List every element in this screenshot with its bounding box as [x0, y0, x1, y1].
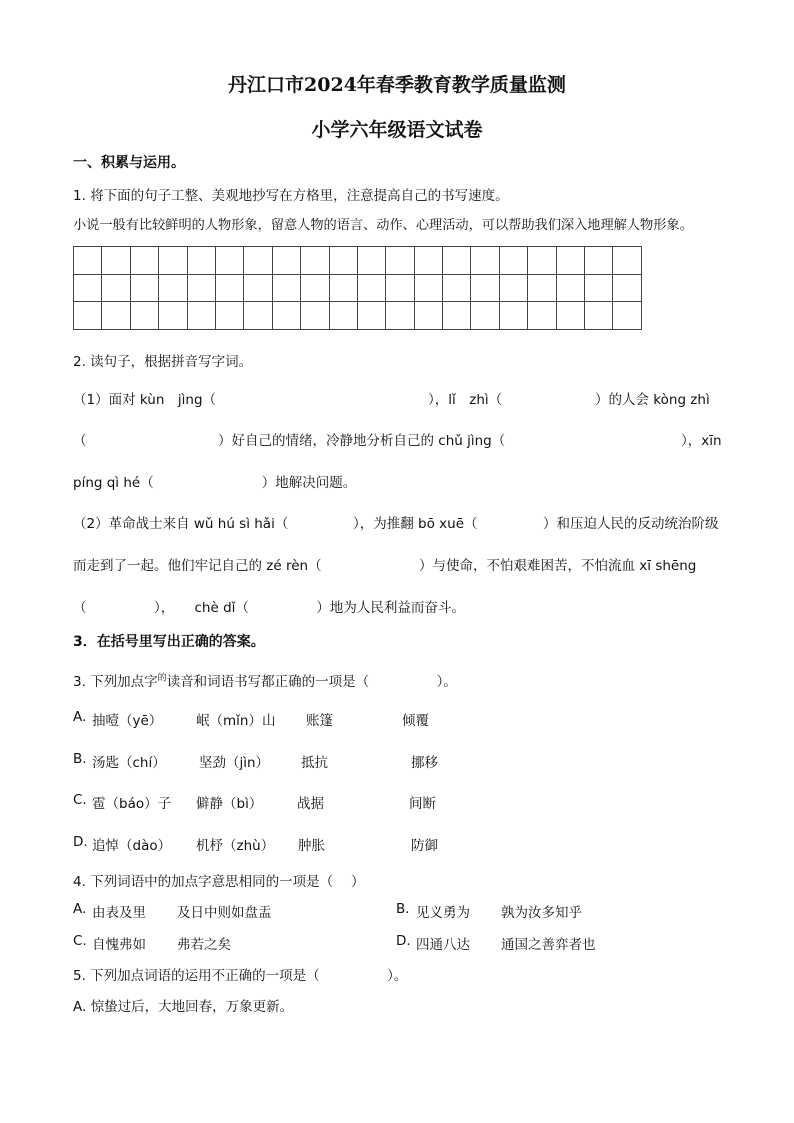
q3-prompt-start: 3. 下列加点字: [73, 674, 158, 690]
q3-option-a-word2: 岷（mǐn）山: [196, 713, 276, 729]
q4-option-a-label: A.: [73, 901, 87, 917]
grid-cell[interactable]: [585, 247, 613, 275]
q2-p1-line2-a: （: [73, 433, 87, 449]
q3-option-d-label: D.: [73, 834, 88, 850]
grid-cell[interactable]: [329, 274, 357, 302]
q2-p1-line2-c: ），xīn: [681, 433, 722, 449]
q4-option-b-label: B.: [396, 901, 410, 917]
q1-prompt: 1. 将下面的句子工整、美观地抄写在方格里，注意提高自己的书写速度。: [73, 188, 509, 204]
q3-option-a-word1: 抽噎（yē）: [92, 713, 163, 729]
q3-option-d-word1: 追悼（dào）: [92, 838, 172, 854]
q3-option-b-word3: 抵抗: [301, 755, 328, 771]
grid-cell[interactable]: [272, 274, 300, 302]
grid-cell[interactable]: [187, 302, 215, 330]
q5-prompt: 5. 下列加点词语的运用不正确的一项是（ ）。: [73, 968, 408, 984]
q3-option-a-label: A.: [73, 709, 87, 725]
grid-cell[interactable]: [386, 302, 414, 330]
q3-option-b-label: B.: [73, 751, 87, 767]
q2-p2-line1-c: ）和压迫人民的反动统治阶级: [543, 516, 719, 532]
grid-cell[interactable]: [386, 247, 414, 275]
q2-p2-line2-b: ）与使命，不怕艰难困苦，不怕流血 xī shēng: [419, 558, 697, 574]
grid-cell[interactable]: [471, 302, 499, 330]
q3-option-a-word3: 账篷: [306, 713, 333, 729]
grid-cell[interactable]: [102, 274, 130, 302]
grid-cell[interactable]: [528, 274, 556, 302]
q3-option-c-word4: 间断: [409, 796, 436, 812]
grid-cell[interactable]: [301, 274, 329, 302]
grid-cell[interactable]: [471, 274, 499, 302]
q4-option-d-label: D.: [396, 933, 411, 949]
grid-cell[interactable]: [414, 302, 442, 330]
q2-p2-line1-a: （2）革命战士来自 wǔ hú sì hǎi（: [73, 516, 289, 532]
grid-cell[interactable]: [528, 302, 556, 330]
grid-cell[interactable]: [215, 274, 243, 302]
q3-option-c-word1: 雹（báo）子: [92, 796, 172, 812]
grid-cell[interactable]: [301, 247, 329, 275]
grid-cell[interactable]: [357, 247, 385, 275]
q4-option-b-word1: 见义勇为: [416, 905, 470, 921]
q3-prompt-sup: 的: [157, 673, 167, 684]
grid-cell[interactable]: [187, 274, 215, 302]
q1-sentence: 小说一般有比较鲜明的人物形象，留意人物的语言、动作、心理活动，可以帮助我们深入地理解人物形象。: [73, 218, 693, 233]
grid-cell[interactable]: [272, 247, 300, 275]
grid-cell[interactable]: [613, 302, 641, 330]
q3-prompt: [73, 670, 457, 690]
grid-row: [74, 247, 642, 275]
q3-option-c-word3: 战据: [297, 796, 324, 812]
q4-option-c-word2: 弗若之矣: [177, 937, 231, 953]
grid-cell[interactable]: [386, 274, 414, 302]
grid-cell[interactable]: [272, 302, 300, 330]
q2-p1-line1-a: （1）面对 kùn jìng（: [73, 392, 217, 408]
q4-option-a-word1: 由表及里: [92, 905, 146, 921]
q2-p1-line1-c: ）的人会 kòng zhì: [595, 392, 710, 408]
grid-cell[interactable]: [499, 247, 527, 275]
grid-cell[interactable]: [329, 302, 357, 330]
grid-cell[interactable]: [159, 247, 187, 275]
q3-option-d-word4: 防御: [411, 838, 438, 854]
q3-option-b-word4: 挪移: [411, 755, 438, 771]
q4-option-a-word2: 及日中则如盘盂: [177, 905, 272, 921]
grid-cell[interactable]: [414, 274, 442, 302]
grid-cell[interactable]: [301, 302, 329, 330]
grid-cell[interactable]: [74, 274, 102, 302]
grid-cell[interactable]: [585, 302, 613, 330]
grid-cell[interactable]: [613, 247, 641, 275]
q2-p1-line1-b: ），lǐ zhì（: [428, 392, 503, 408]
grid-cell[interactable]: [556, 302, 584, 330]
grid-cell[interactable]: [74, 247, 102, 275]
q4-prompt: 4. 下列词语中的加点字意思相同的一项是（ ）: [73, 874, 365, 890]
section-heading-3: 3．在括号里写出正确的答案。: [73, 634, 265, 650]
q2-p1-line3: píng qì hé（ ）地解决问题。: [73, 475, 357, 491]
grid-cell[interactable]: [130, 302, 158, 330]
grid-cell[interactable]: [357, 274, 385, 302]
grid-cell[interactable]: [215, 247, 243, 275]
grid-cell[interactable]: [130, 274, 158, 302]
grid-cell[interactable]: [528, 247, 556, 275]
exam-title: 丹江口市2024年春季教育教学质量监测: [228, 74, 566, 96]
grid-cell[interactable]: [443, 274, 471, 302]
grid-cell[interactable]: [471, 247, 499, 275]
q2-p1-line2-b: ）好自己的情绪，冷静地分析自己的 chǔ jìng（: [218, 433, 506, 449]
q3-option-d-word3: 肿胀: [298, 838, 325, 854]
grid-cell[interactable]: [244, 247, 272, 275]
grid-cell[interactable]: [499, 302, 527, 330]
grid-cell[interactable]: [585, 274, 613, 302]
grid-cell[interactable]: [102, 302, 130, 330]
q4-option-d-word1: 四通八达: [416, 937, 470, 953]
grid-cell[interactable]: [329, 247, 357, 275]
grid-row: [74, 274, 642, 302]
grid-cell[interactable]: [74, 302, 102, 330]
q2-p2-line3: （ ）， chè dǐ（ ）地为人民利益而奋斗。: [73, 600, 465, 616]
exam-subtitle: 小学六年级语文试卷: [311, 119, 483, 141]
grid-cell[interactable]: [414, 247, 442, 275]
q3-option-c-label: C.: [73, 792, 87, 808]
q4-option-d-word2: 通国之善弈者也: [501, 937, 596, 953]
q3-prompt-end: 读音和词语书写都正确的一项是（ ）。: [166, 674, 457, 690]
grid-cell[interactable]: [357, 302, 385, 330]
q3-option-b-word2: 坚劲（jìn）: [199, 755, 270, 771]
q2-prompt: 2. 读句子，根据拼音写字词。: [73, 354, 253, 370]
grid-cell[interactable]: [130, 247, 158, 275]
q5-option-a: A. 惊蛰过后，大地回春，万象更新。: [73, 999, 294, 1015]
grid-cell[interactable]: [499, 274, 527, 302]
q4-option-c-word1: 自愧弗如: [92, 937, 146, 953]
grid-cell[interactable]: [159, 274, 187, 302]
q2-p2-line1-b: ），为推翻 bō xuē（: [353, 516, 478, 532]
grid-cell[interactable]: [613, 274, 641, 302]
q3-option-a-word4: 倾覆: [402, 713, 429, 729]
grid-cell[interactable]: [102, 247, 130, 275]
q3-option-d-word2: 机杼（zhù）: [196, 838, 275, 854]
grid-cell[interactable]: [159, 302, 187, 330]
q4-option-b-word2: 孰为汝多知乎: [501, 905, 582, 921]
grid-cell[interactable]: [244, 274, 272, 302]
grid-cell[interactable]: [443, 302, 471, 330]
grid-cell[interactable]: [556, 274, 584, 302]
grid-cell[interactable]: [187, 247, 215, 275]
grid-cell[interactable]: [443, 247, 471, 275]
q3-option-c-word2: 僻静（bì）: [196, 796, 263, 812]
grid-cell[interactable]: [556, 247, 584, 275]
grid-cell[interactable]: [215, 302, 243, 330]
writing-grid[interactable]: [73, 246, 642, 330]
section-heading-1: 一、积累与运用。: [73, 155, 185, 171]
q4-option-c-label: C.: [73, 933, 87, 949]
grid-cell[interactable]: [244, 302, 272, 330]
q3-option-b-word1: 汤匙（chí）: [92, 755, 166, 771]
q2-p2-line2-a: 而走到了一起。他们牢记自己的 zé rèn（: [73, 558, 322, 574]
grid-row: [74, 302, 642, 330]
